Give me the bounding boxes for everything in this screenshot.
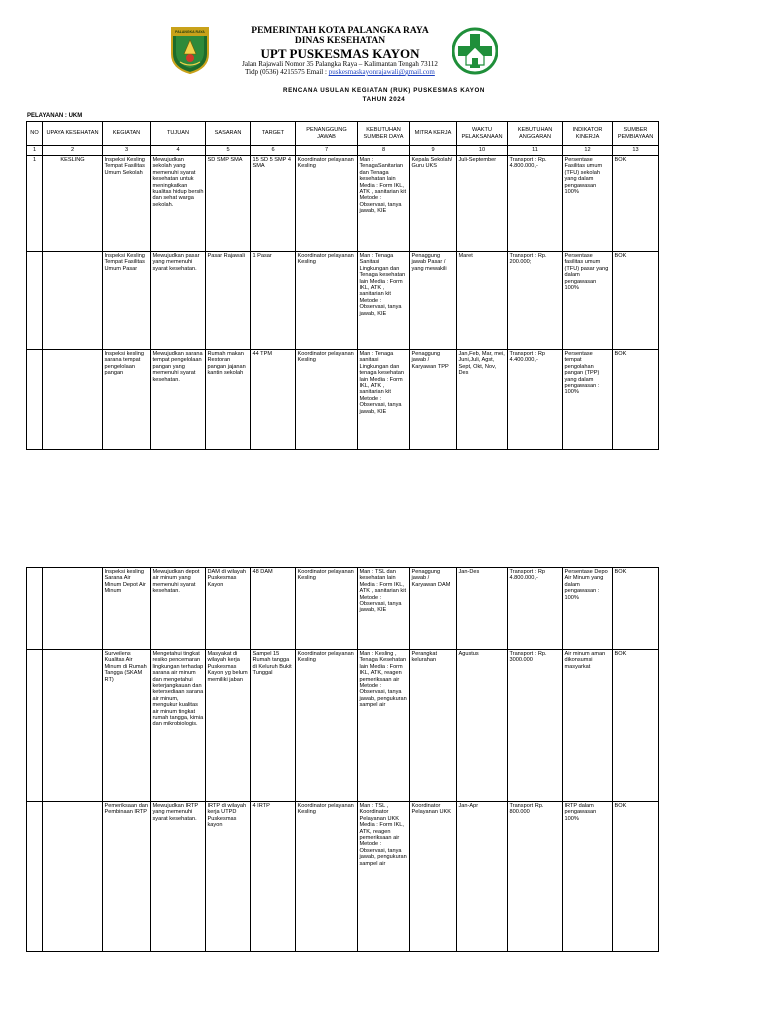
cell-no [27, 650, 43, 802]
cell-tujuan: Mewujudkan sarana tempat pengelolaan pangan yang memenuhi syarat kesehatan. [151, 350, 206, 450]
cell-no [27, 802, 43, 952]
cell-tujuan: Mewujudkan sekolah yang memenuhi syarat kesehatan untuk meningkatkan kualitas hidup bersih dan sehat warga sekolah. [151, 156, 206, 252]
cell-pembiayaan: BOK [613, 802, 659, 952]
header-sumber-daya: KEBUTUHAN SUMBER DAYA [358, 122, 410, 146]
cell-kegiatan: Inspeksi kesling Sarana Air Minum Depot Air Minum [103, 568, 151, 650]
cell-tujuan: Mengetahui tingkat resiko pencemaran lingkungan terhadap sarana air minum dan mengetahui keterjangkauan dan ketersediaan sarana air minum, mengukur kualitas air minum tingkat rumah tangga, kimia dan mikrobiologis. [151, 650, 206, 802]
cell-pj: Koordinator pelayanan Kesling [296, 252, 358, 350]
cell-pj: Koordinator pelayanan Kesling [296, 650, 358, 802]
cell-kegiatan: Surveilens Kualitas Air Minum di Rumah Tangga (SKAM RT) [103, 650, 151, 802]
cell-target: Sampel 15 Rumah tangga di Keluruh Bukit Tunggal [251, 650, 296, 802]
cell-pembiayaan: BOK [613, 350, 659, 450]
cell-upaya [43, 802, 103, 952]
department-name: DINAS KESEHATAN [294, 36, 386, 46]
cell-pj: Koordinator pelayanan Kesling [296, 802, 358, 952]
column-number-row [27, 146, 659, 156]
col-num: 9 [410, 146, 457, 156]
cell-sasaran: SD SMP SMA [206, 156, 251, 252]
cell-upaya [43, 252, 103, 350]
cell-mitra: Penaggung jawab / Karyawan TPP [410, 350, 457, 450]
header-kegiatan: KEGIATAN [103, 122, 151, 146]
cell-anggaran: Transport Rp. 800.000 [508, 802, 563, 952]
cell-sasaran: DAM di wilayah Puskesmas Kayon [206, 568, 251, 650]
cell-upaya [43, 350, 103, 450]
cell-anggaran: Transport : Rp. 3000.000 [508, 650, 563, 802]
cell-anggaran: Transport : Rp 4.400.000,- [508, 350, 563, 450]
header-tujuan: TUJUAN [151, 122, 206, 146]
cell-target: 4 IRTP [251, 802, 296, 952]
cell-waktu: Agustus [457, 650, 508, 802]
cell-mitra: Kepala Sekolah/ Guru UKS [410, 156, 457, 252]
ruk-table-page2 [26, 567, 659, 952]
cell-upaya: KESLING [43, 156, 103, 252]
cell-waktu: Maret [457, 252, 508, 350]
header-target: TARGET [251, 122, 296, 146]
col-num: 5 [206, 146, 251, 156]
cell-mitra: Perangkat kelurahan [410, 650, 457, 802]
table-row [27, 252, 659, 350]
cell-kegiatan: Inspeksi Kesling Tempat Fasilitas Umum Sekolah [103, 156, 151, 252]
email-link[interactable]: puskesmaskayonrajawali@gmail.com [328, 68, 435, 76]
cell-tujuan: Mewujudkan IRTP yang memenuhi syarat kesehatan. [151, 802, 206, 952]
cell-indikator: Persentase Depo Air Minum yang dalam pengawasan : 100% [563, 568, 613, 650]
cell-pj: Koordinator pelayanan Kesling [296, 568, 358, 650]
header-pembiayaan: SUMBER PEMBIAYAAN [613, 122, 659, 146]
cell-pj: Koordinator pelayanan Kesling [296, 156, 358, 252]
cell-sumber-daya: Man : Kesling , Tenaga Kesehatan lain Media : Form IKL, ATK, reagen pemeriksaan air Metode : Observasi, tanya jawab, pengukuran sampel air [358, 650, 410, 802]
cell-tujuan: Mewujudkan depot air minum yang memenuhi syarat kesehatan. [151, 568, 206, 650]
cell-waktu: Juli-September [457, 156, 508, 252]
cell-tujuan: Mewujudkan pasar yang memenuhi syarat kesehatan. [151, 252, 206, 350]
col-num: 3 [103, 146, 151, 156]
cell-indikator: IRTP dalam pengawasan 100% [563, 802, 613, 952]
cell-no: 1 [27, 156, 43, 252]
col-num: 7 [296, 146, 358, 156]
service-label: PELAYANAN : UKM [27, 113, 83, 119]
cell-kegiatan: Inspeksi Kesling Tempat Fasilitas Umum Pasar [103, 252, 151, 350]
cell-no [27, 568, 43, 650]
header-sasaran: SASARAN [206, 122, 251, 146]
cell-pembiayaan: BOK [613, 568, 659, 650]
cell-pj: Koordinator pelayanan Kesling [296, 350, 358, 450]
col-num: 1 [27, 146, 43, 156]
institution-name: UPT PUSKESMAS KAYON [260, 46, 420, 61]
header-waktu: WAKTU PELAKSANAAN [457, 122, 508, 146]
table-row [27, 350, 659, 450]
col-num: 2 [43, 146, 103, 156]
puskesmas-logo [452, 25, 498, 78]
header-pj: PENANGGUNG JAWAB [296, 122, 358, 146]
cell-pembiayaan: BOK [613, 252, 659, 350]
header-no: NO [27, 122, 43, 146]
cell-waktu: Jan,Feb, Mar, mei, Juni,Juli, Agst, Sept, Okt, Nov, Des [457, 350, 508, 450]
header-upaya: UPAYA KESEHATAN [43, 122, 103, 146]
table-row [27, 568, 659, 650]
col-num: 6 [251, 146, 296, 156]
cell-sumber-daya: Man : TSL , Koordinator Pelayanan UKK Media : Form IKL, ATK, reagen pemeriksaan air Metode : Observasi, tanya jawab, pengukuran sampel air [358, 802, 410, 952]
cell-sasaran: Masyakat di wilayah kerja Puskesmas Kayon yg belum memiliki jaban [206, 650, 251, 802]
cell-anggaran: Transport : Rp. 4.800.000,- [508, 156, 563, 252]
cell-target: 44 TPM [251, 350, 296, 450]
cell-indikator: Air minum aman dikonsumsi masyarkat [563, 650, 613, 802]
cell-indikator: Persentase tempat pengolahan pangan (TPP) yang dalam pengawasan : 100% [563, 350, 613, 450]
cell-pembiayaan: BOK [613, 650, 659, 802]
phone: Tidp (0536) 4215575 Email : [245, 68, 329, 76]
cell-sumber-daya: Man : Tenaga sanitasi Lingkungan dan tenaga kesehatan lain Media : Form IKL, ATK , sanitarian kit Metode : Observasi, tanya jawab, KIE [358, 350, 410, 450]
header-mitra: MITRA KERJA [410, 122, 457, 146]
cell-sumber-daya: Man : TSL dan kesehatan lain Media : Form IKL, ATK , sanitarian kit Metode : Observasi, tanya jawab, KIE [358, 568, 410, 650]
cell-pembiayaan: BOK [613, 156, 659, 252]
cell-no [27, 350, 43, 450]
cell-indikator: Persentase Fasilitas umum (TFU) sekolah yang dalam pengawasan 100% [563, 156, 613, 252]
cell-target: 1 Pasar [251, 252, 296, 350]
table-row [27, 802, 659, 952]
cell-upaya [43, 568, 103, 650]
cell-target: 48 DAM [251, 568, 296, 650]
cell-mitra: Koordinator Pelayanan UKK [410, 802, 457, 952]
logo-text: PALANGKA RAYA [175, 30, 205, 34]
document-title: RENCANA USULAN KEGIATAN (RUK) PUSKESMAS KAYON [283, 87, 485, 94]
cell-kegiatan: Inspeksi kesling sarana tempat pengelolaan pangan [103, 350, 151, 450]
cell-sumber-daya: Man : TenagaSanitarian dan Tenaga kesehatan lain Media : Form IKL, ATK , sanitarian kit Metode : Observasi, tanya jawab, KIE [358, 156, 410, 252]
cell-sasaran: IRTP di wilayah kerja UTPD Puskesmas kayon [206, 802, 251, 952]
col-num: 11 [508, 146, 563, 156]
cell-mitra: Penaggung jawab Pasar / yang mewakili [410, 252, 457, 350]
col-num: 8 [358, 146, 410, 156]
document-year: TAHUN 2024 [362, 96, 406, 103]
cell-indikator: Persentase fasilitas umum (TFU) pasar yang dalam pengawasan 100% [563, 252, 613, 350]
cell-anggaran: Transport : Rp. 200.000; [508, 252, 563, 350]
government-name: PEMERINTAH KOTA PALANGKA RAYA [251, 26, 429, 36]
cell-kegiatan: Pemeriksaan dan Pembinaan IRTP [103, 802, 151, 952]
cell-upaya [43, 650, 103, 802]
table-row [27, 156, 659, 252]
cell-anggaran: Transport : Rp 4.800.000,- [508, 568, 563, 650]
col-num: 13 [613, 146, 659, 156]
cell-no [27, 252, 43, 350]
cell-waktu: Jan-Apr [457, 802, 508, 952]
cell-sumber-daya: Man : Tenaga Sanitasi Lingkungan dan Tenaga kesehatan lain Media : Form IKL, ATK , sanitarian kit Metode : Observasi, tanya jawab, KIE [358, 252, 410, 350]
cell-sasaran: Rumah makan Restoran pangan jajanan kantin sekolah [206, 350, 251, 450]
header-indikator: INDIKATOR KINERJA [563, 122, 613, 146]
address: Jalan Rajawali Nomor 35 Palangka Raya – Kalimantan Tengah 73112 [242, 60, 438, 68]
cell-target: 15 SD 5 SMP 4 SMA [251, 156, 296, 252]
table-row [27, 650, 659, 802]
col-num: 12 [563, 146, 613, 156]
ruk-table-page1 [26, 121, 659, 450]
cell-sasaran: Pasar Rajawali [206, 252, 251, 350]
header-anggaran: KEBUTUHAN ANGGARAN [508, 122, 563, 146]
col-num: 10 [457, 146, 508, 156]
col-num: 4 [151, 146, 206, 156]
cell-mitra: Penaggung jawab / Karyawan DAM [410, 568, 457, 650]
table-header-row [27, 122, 659, 146]
cell-waktu: Jan-Des [457, 568, 508, 650]
